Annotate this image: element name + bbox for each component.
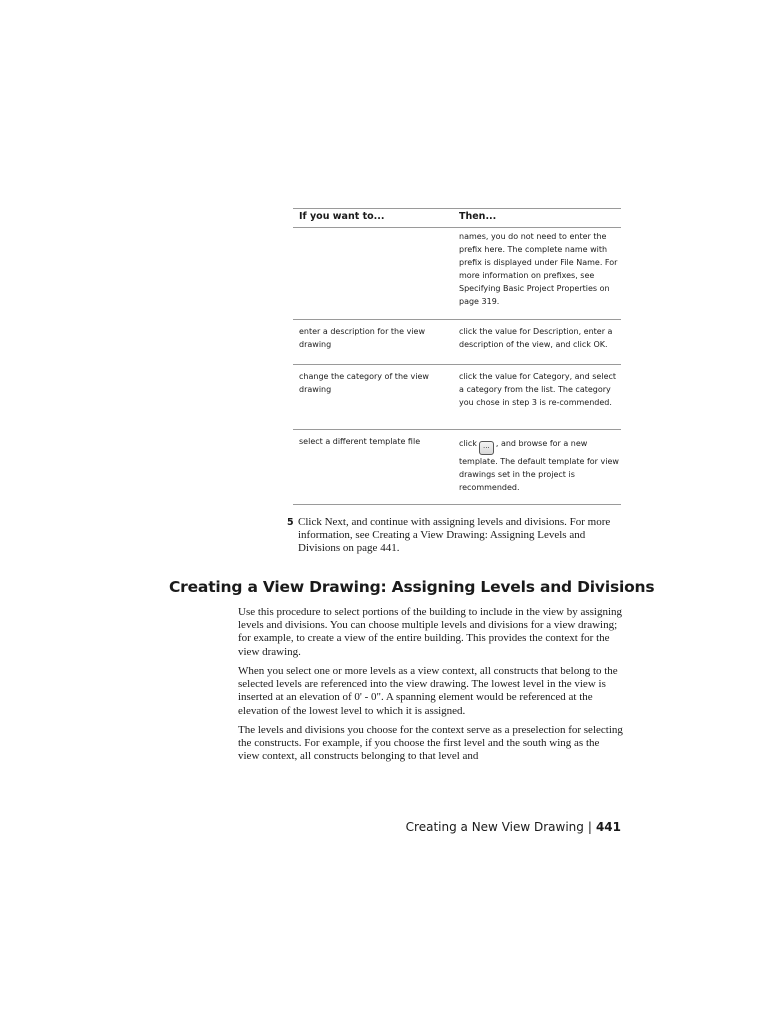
table-cell-left: enter a description for the view drawing [299,327,425,349]
table-cell-right [459,437,619,494]
step-number: 5 [287,517,294,528]
footer-title: Creating a New View Drawing [405,820,584,834]
table-row [293,320,621,365]
table-cell-right: click the value for Category, and select a category from the list. The category you chose in step 3 is re-commended. [459,372,617,407]
table-cell-left: select a different template file [299,437,421,446]
table-cell-right: click the value for Description, enter a description of the view, and click OK. [459,327,613,349]
paragraph: The levels and divisions you choose for the context serve as a preselection for selecting the constructs. For example, if you choose the first level and the south wing as the view context, all constructs belonging to that level and [238,724,623,763]
paragraph: Use this procedure to select portions of the building to include in the view by assigning levels and divisions. You can choose multiple levels and divisions for a view drawing; for example, to create a view of the entire building. This provides the context for the view drawing. [238,606,623,658]
table-row [293,365,621,430]
browse-ellipsis-icon: ... [479,441,494,455]
section-heading: Creating a View Drawing: Assigning Levels and Divisions [169,578,655,596]
table-header-right: Then... [459,211,497,222]
click-text: click [459,439,477,448]
page-number: 441 [595,820,621,834]
table-cell-right: names, you do not need to enter the prefix here. The complete name with prefix is displayed under File Name. For more information on prefixes, see Specifying Basic Project Properties on page 319. [459,232,618,306]
footer-separator: | [587,820,592,834]
step-text: Click Next, and continue with assigning levels and divisions. For more information, see Creating a View Drawing: Assigning Levels and Divisions on page 441. [298,516,611,555]
table-row [293,227,621,320]
table-header [293,208,621,228]
table-row [293,430,621,505]
paragraph: When you select one or more levels as a view context, all constructs that belong to the selected levels are referenced into the view drawing. The lowest level in the view is inserted at an elevation of 0' - 0". A spanning element would be referenced at the elevation of the lowest level to which it is assigned. [238,665,618,717]
table-header-left: If you want to... [299,211,385,222]
table-top-rule [293,208,621,209]
page-footer [406,820,621,834]
table-cell-left: change the category of the view drawing [299,372,429,394]
browse-instructions: , and browse for a new template. The default template for view drawings set in the project is recommended. [459,439,619,492]
